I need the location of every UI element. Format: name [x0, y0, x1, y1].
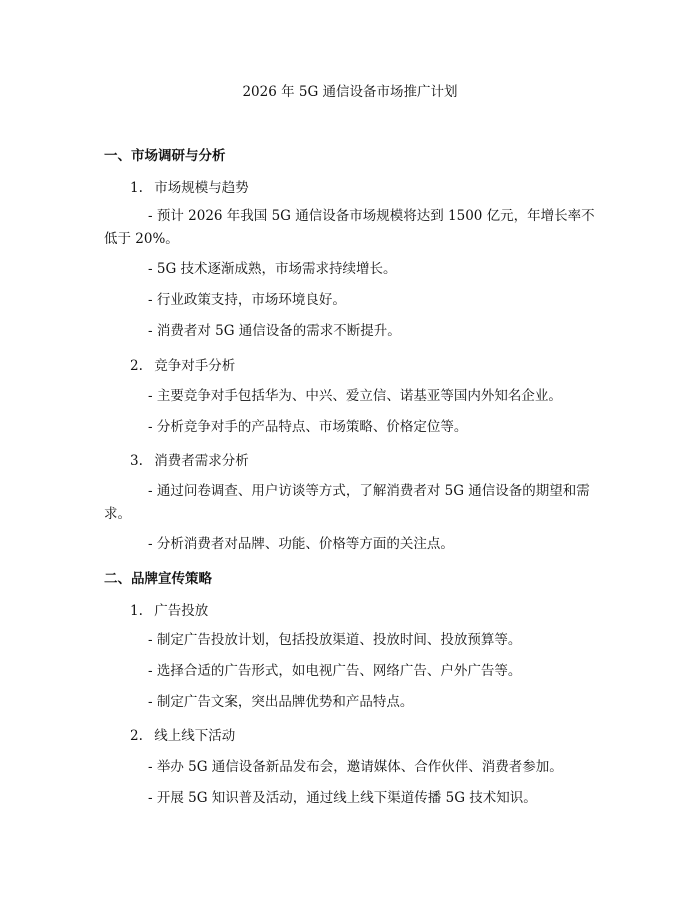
- bullet-ad-copy: - 制定广告文案，突出品牌优势和产品特点。: [148, 694, 414, 710]
- subheading-label: 线上线下活动: [154, 728, 236, 744]
- bullet-tech-maturity: - 5G 技术逐渐成熟，市场需求持续增长。: [148, 261, 397, 277]
- bullet-competitor-strategy: - 分析竞争对手的产品特点、市场策略、价格定位等。: [148, 419, 468, 435]
- subheading-number: 1.: [130, 180, 143, 196]
- bullet-survey-methods: [104, 480, 604, 526]
- document-title: 2026 年 5G 通信设备市场推广计划: [242, 84, 458, 100]
- subheading-label: 消费者需求分析: [154, 453, 249, 469]
- subheading-consumer-needs: [130, 449, 249, 469]
- subheading-number: 2.: [130, 358, 143, 374]
- subheading-number: 3.: [130, 453, 143, 469]
- subheading-competitor-analysis: [130, 354, 235, 374]
- bullet-knowledge-campaign: - 开展 5G 知识普及活动，通过线上线下渠道传播 5G 技术知识。: [148, 790, 537, 806]
- bullet-main-competitors: - 主要竞争对手包括华为、中兴、爱立信、诺基亚等国内外知名企业。: [148, 388, 562, 404]
- section-heading-brand-strategy: 二、品牌宣传策略: [104, 571, 212, 587]
- section-heading-market-research: 一、市场调研与分析: [104, 148, 226, 164]
- bullet-consumer-focus: - 分析消费者对品牌、功能、价格等方面的关注点。: [148, 536, 454, 552]
- bullet-launch-event: - 举办 5G 通信设备新品发布会，邀请媒体、合作伙伴、消费者参加。: [148, 759, 563, 775]
- bullet-ad-plan: - 制定广告投放计划，包括投放渠道、投放时间、投放预算等。: [148, 632, 522, 648]
- bullet-policy-support: - 行业政策支持，市场环境良好。: [148, 292, 346, 308]
- bullet-consumer-demand: - 消费者对 5G 通信设备的需求不断提升。: [148, 323, 401, 339]
- bullet-ad-forms: - 选择合适的广告形式，如电视广告、网络广告、户外广告等。: [148, 663, 522, 679]
- subheading-online-offline: [130, 724, 235, 744]
- subheading-label: 市场规模与趋势: [154, 180, 249, 196]
- subheading-label: 广告投放: [154, 603, 209, 619]
- subheading-advertising: [130, 599, 208, 619]
- bullet-text: - 预计 2026 年我国 5G 通信设备市场规模将达到 1500 亿元，年增长率不低于 20%。: [104, 208, 595, 247]
- bullet-text: - 通过问卷调查、用户访谈等方式，了解消费者对 5G 通信设备的期望和需求。: [104, 483, 590, 522]
- subheading-number: 2.: [130, 728, 143, 744]
- subheading-number: 1.: [130, 603, 143, 619]
- subheading-label: 竞争对手分析: [154, 358, 236, 374]
- bullet-market-forecast: [104, 205, 604, 251]
- subheading-market-size: [130, 176, 249, 196]
